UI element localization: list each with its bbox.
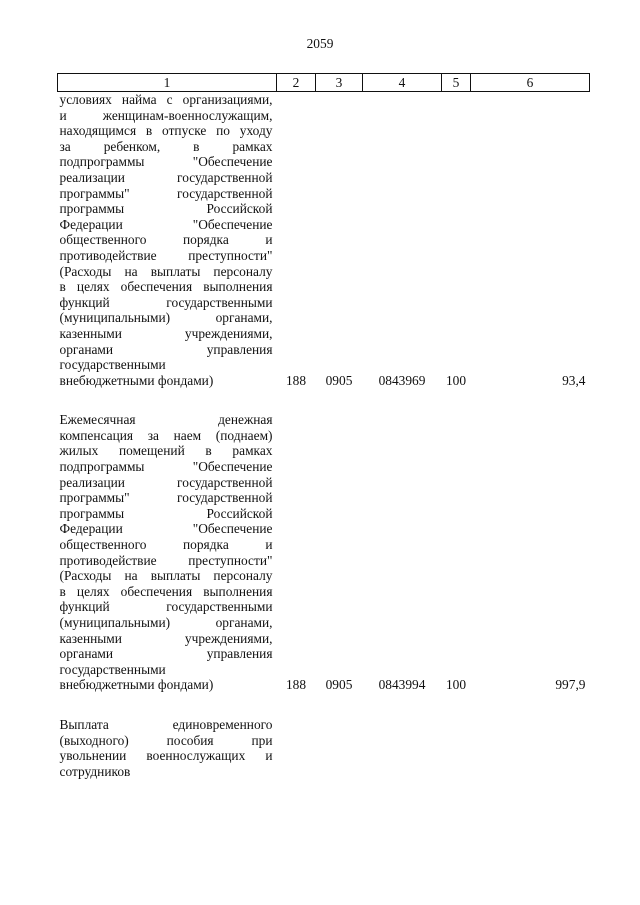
description-line: противодействие преступности" [59,552,273,568]
description-line: за ребенком, в рамках [59,138,273,154]
table-row [58,92,590,389]
description-line: подпрограммы "Обеспечение [59,459,273,475]
row-spacer-cell [58,693,590,717]
section-code: 0905 [325,677,353,693]
description-line: и женщинам-военнослужащим, [59,107,273,123]
description-line: государственными [59,661,166,677]
description-line: находящимся в отпуске по уходу [59,123,273,139]
table-row [58,717,590,779]
description-line: Федерации "Обеспечение [59,216,273,232]
column-header: 4 [363,74,442,92]
description-line: органами управления [59,646,273,662]
table-body [58,92,590,780]
description-line: (муниципальными) органами, [59,310,273,326]
description-line: общественного порядка и [59,537,273,553]
description-line: реализации государственной [59,169,273,185]
column-header: 2 [277,74,316,92]
target-article-code: 0843994 [378,677,426,693]
description-line: Ежемесячная денежная [59,412,273,428]
column-header: 5 [442,74,471,92]
description-line: функций государственными [59,599,273,615]
row-description [58,717,277,779]
description-line: внебюджетными фондами) [59,677,214,693]
description-line: (выходного) пособия при [59,732,273,748]
description-line: компенсация за наем (поднаем) [59,427,273,443]
ministry-code [277,717,316,779]
description-line: в целях обеспечения выполнения [59,279,273,295]
expense-type-code: 100 [445,372,467,388]
description-line: Федерации "Обеспечение [59,521,273,537]
target-article-code: 0843969 [378,372,426,388]
ministry-code: 188 [285,677,307,693]
expense-type-code: 100 [445,677,467,693]
description-line: сотрудников [59,763,131,779]
column-header: 1 [58,74,277,92]
description-line: общественного порядка и [59,232,273,248]
table-row [58,412,590,693]
row-spacer-cell [58,388,590,412]
amount-value: 93,4 [562,372,586,388]
description-line: государственными [59,357,166,373]
description-line: подпрограммы "Обеспечение [59,154,273,170]
description-line: условиях найма с организациями, [59,92,273,107]
description-line: программы" государственной [59,185,273,201]
description-line: программы" государственной [59,490,273,506]
budget-table [57,73,590,779]
ministry-code: 188 [285,372,307,388]
description-line: органами управления [59,341,273,357]
target-article-code [363,717,442,779]
amount-value [471,717,590,779]
description-line: реализации государственной [59,474,273,490]
row-description [58,412,277,693]
description-line: программы Российской [59,505,273,521]
description-line: противодействие преступности" [59,247,273,263]
description-line: программы Российской [59,201,273,217]
description-line: увольнении военнослужащих и [59,748,273,764]
description-line: функций государственными [59,294,273,310]
description-line: в целях обеспечения выполнения [59,583,273,599]
column-header: 6 [471,74,590,92]
column-header: 3 [316,74,363,92]
expense-type-code [442,717,471,779]
section-code [316,717,363,779]
description-line: жилых помещений в рамках [59,443,273,459]
table-header-row [58,74,590,92]
row-spacer [58,693,590,717]
description-line: (Расходы на выплаты персоналу [59,568,273,584]
section-code: 0905 [325,372,353,388]
description-line: внебюджетными фондами) [59,372,214,388]
description-line: (Расходы на выплаты персоналу [59,263,273,279]
row-description [58,92,277,389]
amount-value: 997,9 [555,677,586,693]
description-line: (муниципальными) органами, [59,615,273,630]
page-number: 2059 [306,36,334,51]
description-line: казенными учреждениями, [59,325,273,341]
row-spacer [58,388,590,412]
description-line: казенными учреждениями, [59,630,273,646]
description-line: Выплата единовременного [59,716,273,732]
